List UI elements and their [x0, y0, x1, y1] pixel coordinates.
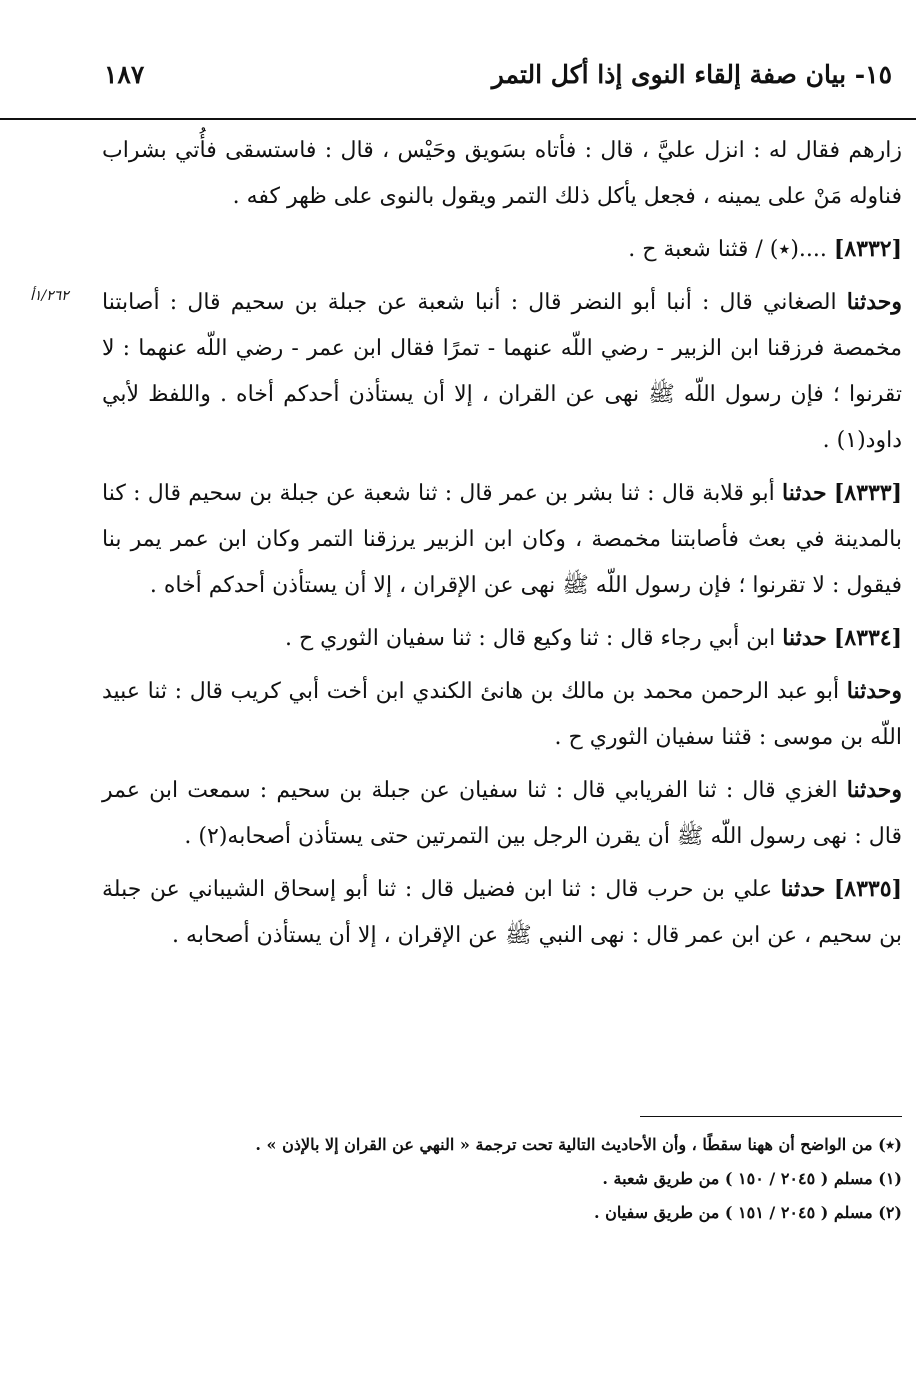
footnote-star: (٭) من الواضح أن ههنا سقطًا ، وأن الأحاديث التالية تحت ترجمة « النهي عن القران إلا بالإذن » . [255, 1135, 902, 1154]
hadith-number: [٨٣٣٥] [833, 876, 902, 902]
narration-text: الغزي قال : ثنا الفريابي قال : ثنا سفيان عن جبلة بن سحيم : سمعت ابن عمر قال : نهى رسول اللّه ﷺ أن يقرن الرجل بين التمرتين حتى يستأذن أصحابه(٢) . [102, 778, 902, 849]
hadith-text: ....(٭) / قثنا شعبة ح . [628, 237, 827, 262]
paragraph-abu-abdurrahman [102, 668, 902, 761]
narration-text: الصغاني قال : أنبا أبو النضر قال : أنبا شعبة عن جبلة بن سحيم قال : أصابتنا مخمصة فرزقنا ابن الزبير - رضي اللّه عنهما - تمرًا فقال ابن عمر - رضي اللّه عنهما : لا تقرنوا ؛ فإن رسول اللّه ﷺ نهى عن القران ، إلا أن يستأذن أحدكم أخاه . واللفظ لأبي داود(١) . [102, 290, 902, 453]
footnote-1: (١) مسلم ( ٢٠٤٥ / ١٥٠ ) من طريق شعبة . [602, 1169, 902, 1188]
chapter-title: ١٥- بيان صفة إلقاء النوى إذا أكل التمر [491, 60, 892, 89]
manuscript-folio-ref: ١/٢٦٢أ [30, 288, 69, 304]
footnotes [100, 1128, 902, 1230]
narration-lead: وحدثنا [846, 777, 902, 803]
page-number: ١٨٧ [104, 60, 145, 89]
hadith-text: ابن أبي رجاء قال : ثنا وكيع قال : ثنا سفيان الثوري ح . [285, 626, 783, 651]
hadith-number: [٨٣٣٤] [833, 625, 902, 651]
hadith-number: [٨٣٣٢] [833, 236, 902, 262]
footnote-separator [640, 1116, 902, 1117]
narration-lead: حدثنا [782, 625, 827, 651]
header-rule [0, 118, 916, 120]
hadith-8332 [102, 226, 902, 273]
paragraph-saghani [102, 279, 902, 464]
hadith-8333 [102, 470, 902, 609]
narration-lead: وحدثنا [846, 678, 902, 704]
paragraph-continuation: زارهم فقال له : انزل عليَّ ، قال : فأتاه بسَويق وحَيْس ، قال : فاستسقى فأُتي بشراب فناوله مَنْ على يمينه ، فجعل يأكل ذلك التمر ويقول بالنوى على ظهر كفه . [102, 138, 902, 209]
narration-lead: حدثنا [782, 480, 827, 506]
main-text [102, 128, 902, 965]
narration-text: أبو عبد الرحمن محمد بن مالك بن هانئ الكندي ابن أخت أبي كريب قال : ثنا عبيد اللّه بن موسى : قثنا سفيان الثوري ح . [102, 679, 902, 750]
hadith-8334 [102, 615, 902, 662]
narration-lead: حدثنا [780, 876, 826, 902]
hadith-8335 [102, 866, 902, 959]
narration-lead: وحدثنا [846, 289, 902, 315]
hadith-number: [٨٣٣٣] [833, 480, 902, 506]
footnote-2: (٢) مسلم ( ٢٠٤٥ / ١٥١ ) من طريق سفيان . [593, 1203, 902, 1222]
hadith-text: علي بن حرب قال : ثنا ابن فضيل قال : ثنا أبو إسحاق الشيباني عن جبلة بن سحيم ، عن ابن عمر قال : نهى النبي ﷺ عن الإقران ، إلا أن يستأذن أصحابه . [102, 877, 902, 948]
page-header [100, 58, 902, 120]
hadith-text: أبو قلابة قال : ثنا بشر بن عمر قال : ثنا شعبة عن جبلة بن سحيم قال : كنا بالمدينة في بعث فأصابتنا مخمصة ، وكان ابن الزبير يرزقنا التمر وكان ابن عمر يمر بنا فيقول : لا تقرنوا ؛ فإن رسول اللّه ﷺ نهى عن الإقران ، إلا أن يستأذن أحدكم أخاه . [102, 481, 902, 598]
paragraph-ghazzi [102, 767, 902, 860]
